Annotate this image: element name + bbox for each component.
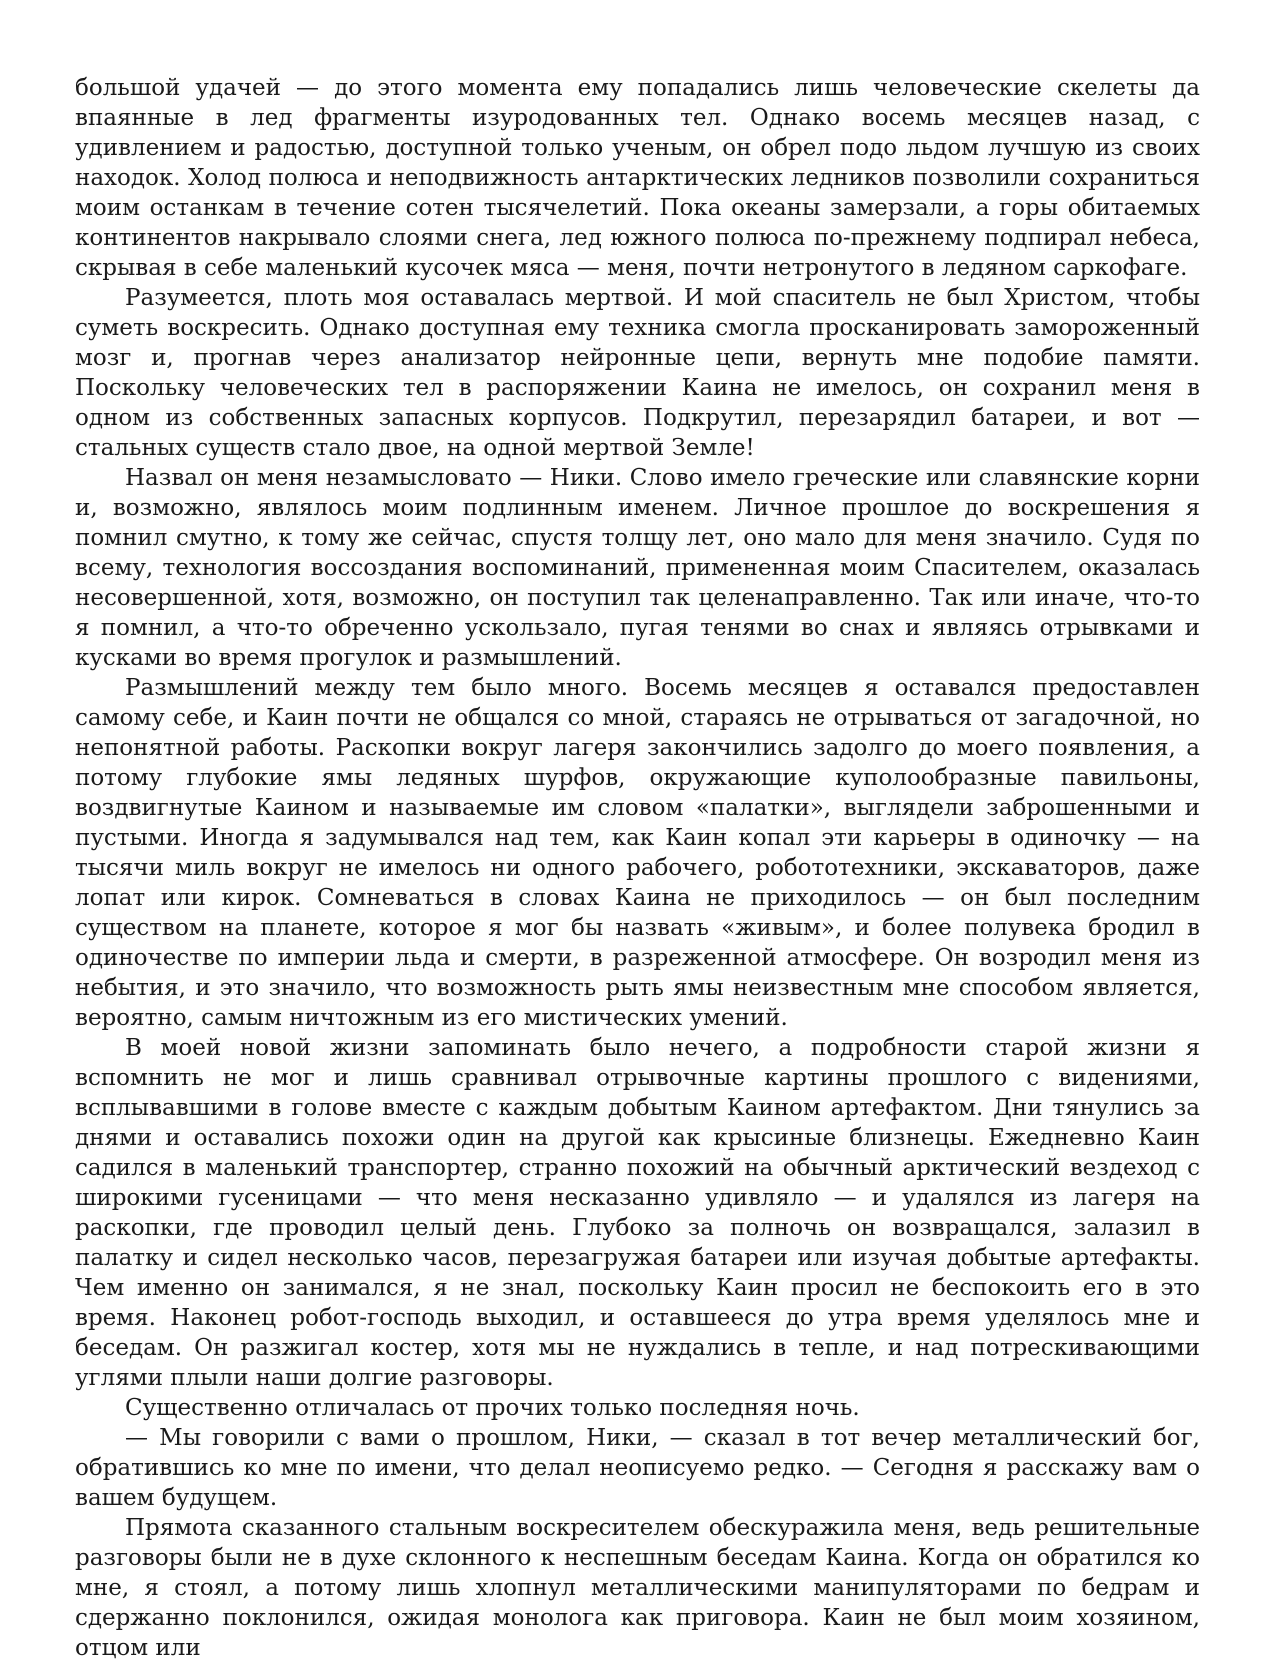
paragraph-4: Размышлений между тем было много. Восемь месяцев я оставался предоставлен самому себе, и Каин почти не общался со мной, стараясь не отрываться от загадочной, но непонятной работы. Раскопки вокруг лагеря закончились задолго до моего появления, а потому глубокие ямы ледяных шурфов, окружающие куполообразные павильоны, воздвигнутые Каином и называемые им словом «палатки», выглядели заброшенными и пустыми. Иногда я задумывался над тем, как Каин копал эти карьеры в одиночку — на тысячи миль вокруг не имелось ни одного рабочего, робототехники, экскаваторов, даже лопат или кирок. Сомневаться в словах Каина не приходилось — он был последним существом на планете, которое я мог бы назвать «живым», и более полувека бродил в одиночестве по империи льда и смерти, в разреженной атмосфере. Он возродил меня из небытия, и это значило, что возможность рыть ямы неизвестным мне способом является, вероятно, самым ничтожным из его мистических умений. [75, 675, 1200, 1031]
paragraph-7: — Мы говорили с вами о прошлом, Ники, — сказал в тот вечер металлический бог, обратившись ко мне по имени, что делал неописуемо редко. — Сегодня я расскажу вам о вашем будущем. [75, 1425, 1200, 1511]
paragraph-1: большой удачей — до этого момента ему попадались лишь человеческие скелеты да впаянные в лед фрагменты изуродованных тел. Однако восемь месяцев назад, с удивлением и радостью, доступной только ученым, он обрел подо льдом лучшую из своих находок. Холод полюса и неподвижность антарктических ледников позволили сохраниться моим останкам в течение сотен тысячелетий. Пока океаны замерзали, а горы обитаемых континентов накрывало слоями снега, лед южного полюса по-прежнему подпирал небеса, скрывая в себе маленький кусочек мяса — меня, почти нетронутого в ледяном саркофаге. [75, 75, 1200, 281]
paragraph-8: Прямота сказанного стальным воскресителем обескуражила меня, ведь решительные разговоры были не в духе склонного к неспешным беседам Каина. Когда он обратился ко мне, я стоял, а потому лишь хлопнул металлическими манипуляторами по бедрам и сдержанно поклонился, ожидая монолога как приговора. Каин не был моим хозяином, отцом или [75, 1515, 1200, 1661]
paragraph-6: Существенно отличалась от прочих только последняя ночь. [125, 1395, 860, 1421]
book-page-text [75, 73, 1200, 1663]
paragraph-2: Разумеется, плоть моя оставалась мертвой. И мой спаситель не был Христом, чтобы суметь воскресить. Однако доступная ему техника смогла просканировать замороженный мозг и, прогнав через анализатор нейронные цепи, вернуть мне подобие памяти. Поскольку человеческих тел в распоряжении Каина не имелось, он сохранил меня в одном из собственных запасных корпусов. Подкрутил, перезарядил батареи, и вот — стальных существ стало двое, на одной мертвой Земле! [75, 285, 1200, 461]
paragraph-5: В моей новой жизни запоминать было нечего, а подробности старой жизни я вспомнить не мог и лишь сравнивал отрывочные картины прошлого с видениями, всплывавшими в голове вместе с каждым добытым Каином артефактом. Дни тянулись за днями и оставались похожи один на другой как крысиные близнецы. Ежедневно Каин садился в маленький транспортер, странно похожий на обычный арктический вездеход с широкими гусеницами — что меня несказанно удивляло — и удалялся из лагеря на раскопки, где проводил целый день. Глубоко за полночь он возвращался, залазил в палатку и сидел несколько часов, перезагружая батареи или изучая добытые артефакты. Чем именно он занимался, я не знал, поскольку Каин просил не беспокоить его в это время. Наконец робот-господь выходил, и оставшееся до утра время уделялось мне и беседам. Он разжигал костер, хотя мы не нуждались в тепле, и над потрескивающими углями плыли наши долгие разговоры. [75, 1035, 1200, 1391]
paragraph-3: Назвал он меня незамысловато — Ники. Слово имело греческие или славянские корни и, возможно, являлось моим подлинным именем. Личное прошлое до воскрешения я помнил смутно, к тому же сейчас, спустя толщу лет, оно мало для меня значило. Судя по всему, технология воссоздания воспоминаний, примененная моим Спасителем, оказалась несовершенной, хотя, возможно, он поступил так целенаправленно. Так или иначе, что-то я помнил, а что-то обреченно ускользало, пугая тенями во снах и являясь отрывками и кусками во время прогулок и размышлений. [75, 465, 1200, 671]
